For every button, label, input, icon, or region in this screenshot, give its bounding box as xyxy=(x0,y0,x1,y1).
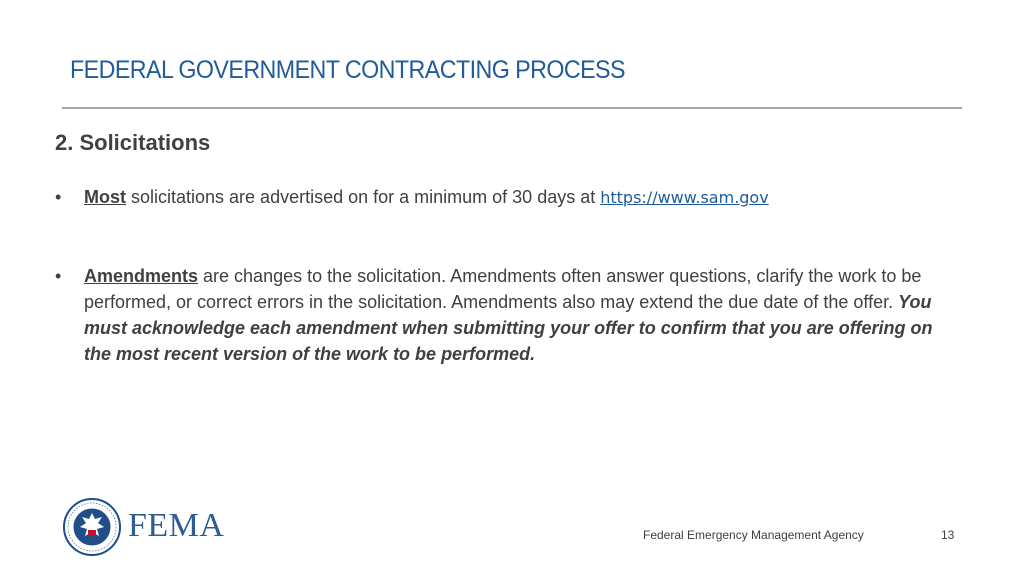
bullet-marker: • xyxy=(55,266,62,286)
bullet-text xyxy=(84,184,945,211)
section-heading: 2. Solicitations xyxy=(55,130,211,155)
bullet-text xyxy=(84,263,945,367)
fema-wordmark: FEMA xyxy=(128,507,225,544)
slide-title: FEDERAL GOVERNMENT CONTRACTING PROCESS xyxy=(70,56,625,84)
bullet-term: Most xyxy=(84,187,126,207)
sam-gov-link[interactable]: https://www.sam.gov xyxy=(600,188,769,207)
bullet-term: Amendments xyxy=(84,266,199,286)
bullet-body: solicitations are advertised on for a minimum of 30 days at xyxy=(126,187,601,207)
page-number: 13 xyxy=(941,528,955,542)
bullet-body: are changes to the solicitation. Amendments often answer questions, clarify the work to be performed, or correct errors in the solicitation. Amendments also may extend the due date of the offer. xyxy=(84,266,922,312)
bullet-marker: • xyxy=(55,187,62,207)
bullet-item-amendments xyxy=(55,263,945,367)
footer-agency-name: Federal Emergency Management Agency xyxy=(643,528,864,542)
bullet-item-most xyxy=(55,184,945,211)
fema-logo xyxy=(62,497,232,557)
dhs-seal-icon xyxy=(62,497,122,557)
title-divider xyxy=(62,107,962,109)
bullet-emphasis: You must acknowledge each amendment when submitting your offer to confirm that you are offering on the most recent version of the work to be performed. xyxy=(84,292,933,364)
